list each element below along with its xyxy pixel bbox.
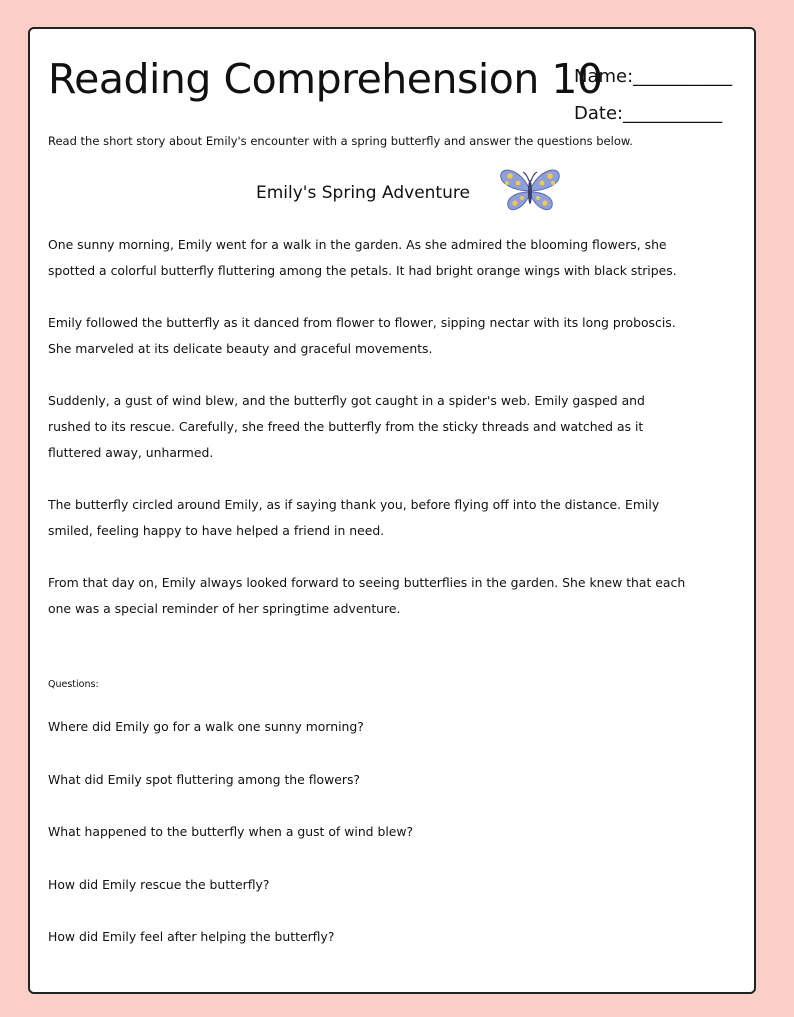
question-item: How did Emily feel after helping the butterfly? (48, 929, 335, 944)
questions-list (48, 719, 413, 982)
question-item: Where did Emily go for a walk one sunny morning? (48, 719, 364, 734)
date-field[interactable]: Date:___________ (574, 103, 723, 124)
story-body (48, 232, 688, 648)
story-paragraph: Suddenly, a gust of wind blew, and the butterfly got caught in a spider's web. Emily gasped and rushed to its rescue. Carefully, she freed the butterfly from the sticky threads and watched as it fluttered away, unharmed. (48, 393, 645, 460)
questions-heading: Questions: (48, 679, 99, 690)
question-item: How did Emily rescue the butterfly? (48, 876, 270, 892)
story-paragraph: One sunny morning, Emily went for a walk in the garden. As she admired the blooming flowers, she spotted a colorful butterfly fluttering among the petals. It had bright orange wings with black stripes. (48, 237, 677, 278)
butterfly-icon (498, 168, 562, 214)
question-item: What did Emily spot fluttering among the flowers? (48, 771, 360, 787)
question-item: What happened to the butterfly when a gust of wind blew? (48, 824, 414, 839)
name-field[interactable]: Name:___________ (574, 66, 733, 87)
worksheet-page (28, 27, 756, 994)
story-paragraph: The butterfly circled around Emily, as if saying thank you, before flying off into the distance. Emily smiled, feeling happy to have helped a friend in need. (48, 497, 660, 538)
story-paragraph: Emily followed the butterfly as it danced from flower to flower, sipping nectar with its long proboscis. She marveled at its delicate beauty and graceful movements. (48, 315, 676, 356)
instructions-text: Read the short story about Emily's encounter with a spring butterfly and answer the questions below. (48, 134, 633, 148)
story-paragraph: From that day on, Emily always looked forward to seeing butterflies in the garden. She knew that each one was a special reminder of her springtime adventure. (48, 575, 686, 616)
story-title: Emily's Spring Adventure (256, 183, 470, 203)
page-title: Reading Comprehension 10 (48, 55, 603, 103)
